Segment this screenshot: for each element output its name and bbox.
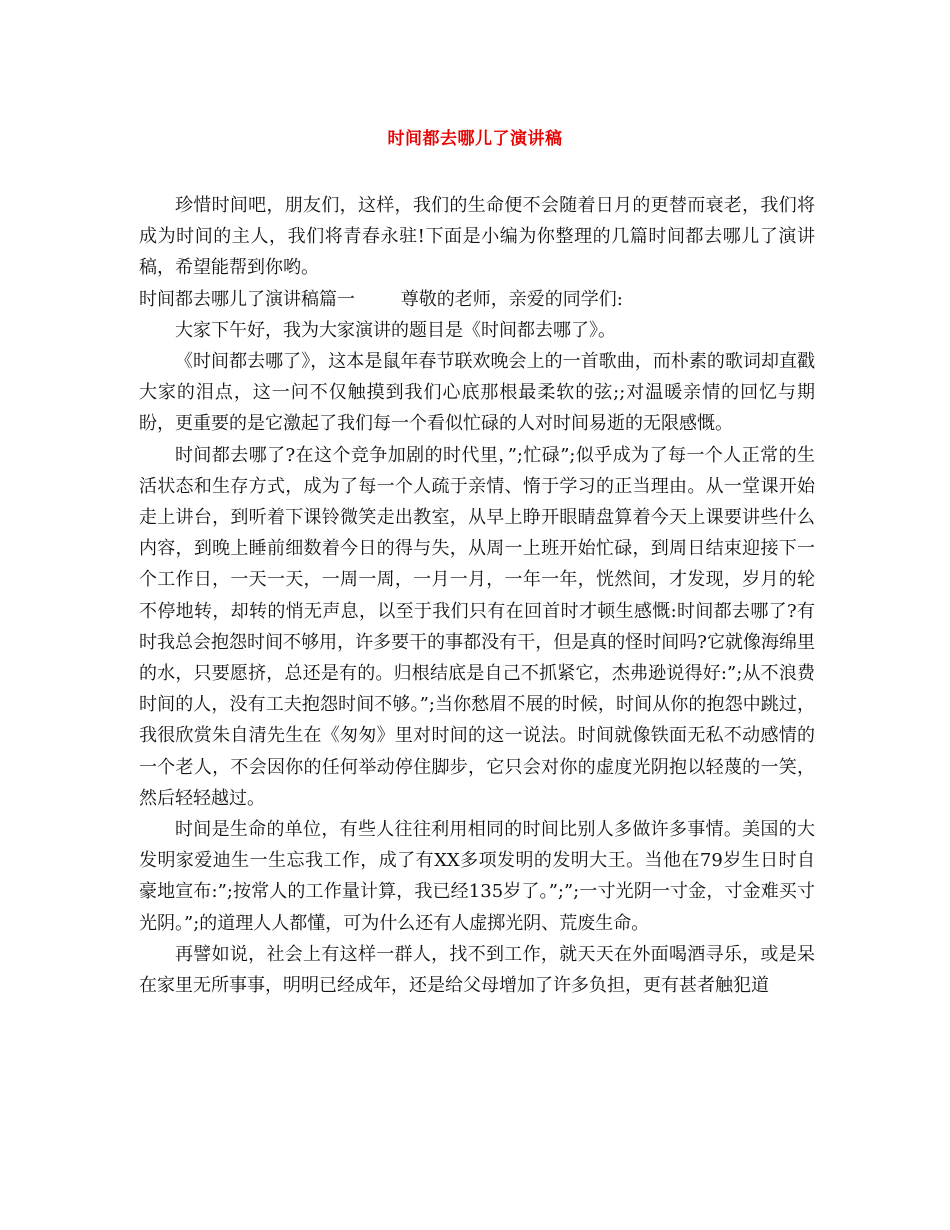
document-title: 时间都去哪儿了演讲稿: [387, 129, 563, 149]
paragraph-intro: 珍惜时间吧，朋友们，这样，我们的生命便不会随着日月的更替而衰老，我们将成为时间的主人，我们将青春永驻!下面是小编为你整理的几篇时间都去哪儿了演讲稿，希望能帮到你哟。: [139, 195, 815, 279]
paragraph-section-heading: 时间都去哪儿了演讲稿篇一 尊敬的老师，亲爱的同学们:: [139, 288, 623, 310]
paragraph-song: 《时间都去哪了》，这本是鼠年春节联欢晚会上的一首歌曲，而朴素的歌词却直戳大家的泪点，这一问不仅触摸到我们心底那根最柔软的弦;;对温暖亲情的回忆与期盼，更重要的是它激起了我们每一个看似忙碌的人对时间易逝的无限感慨。: [139, 351, 815, 435]
document-body: [139, 190, 815, 1001]
paragraph-example: 再譬如说，社会上有这样一群人，找不到工作，就天天在外面喝酒寻乐，或是呆在家里无所事事，明明已经成年，还是给父母增加了许多负担，更有甚者触犯道: [139, 943, 815, 997]
paragraph-where-time-went: 时间都去哪了?在这个竞争加剧的时代里，”;忙碌”;似乎成为了每一个人正常的生活状态和生存方式，成为了每一个人疏于亲情、惰于学习的正当理由。从一堂课开始走上讲台，到听着下课铃微笑走出教室，从早上睁开眼睛盘算着今天上课要讲些什么内容，到晚上睡前细数着今日的得与失，从周一上班开始忙碌，到周日结束迎接下一个工作日，一天一天，一周一周，一月一月，一年一年，恍然间，才发现，岁月的轮不停地转，却转的悄无声息，以至于我们只有在回首时才顿生感慨:时间都去哪了?有时我总会抱怨时间不够用，许多要干的事都没有干，但是真的怪时间吗?它就像海绵里的水，只要愿挤，总还是有的。归根结底是自己不抓紧它，杰弗逊说得好:”;从不浪费时间的人，没有工夫抱怨时间不够。”;当你愁眉不展的时候，时间从你的抱怨中跳过，我很欣赏朱自清先生在《匆匆》里对时间的这一说法。时间就像铁面无私不动感情的一个老人，不会因你的任何举动停住脚步，它只会对你的虚度光阴抱以轻蔑的一笑，然后轻轻越过。: [139, 444, 815, 809]
paragraph-unit-of-life: 时间是生命的单位，有些人往往利用相同的时间比别人多做许多事情。美国的大发明家爱迪生一生忘我工作，成了有XX多项发明的发明大王。当他在79岁生日时自豪地宣布:”;按常人的工作量计算，我已经135岁了。”;”;一寸光阴一寸金，寸金难买寸光阴。”;的道理人人都懂，可为什么还有人虚掷光阴、荒废生命。: [139, 819, 815, 934]
paragraph-greeting: 大家下午好，我为大家演讲的题目是《时间都去哪了》。: [175, 319, 616, 341]
